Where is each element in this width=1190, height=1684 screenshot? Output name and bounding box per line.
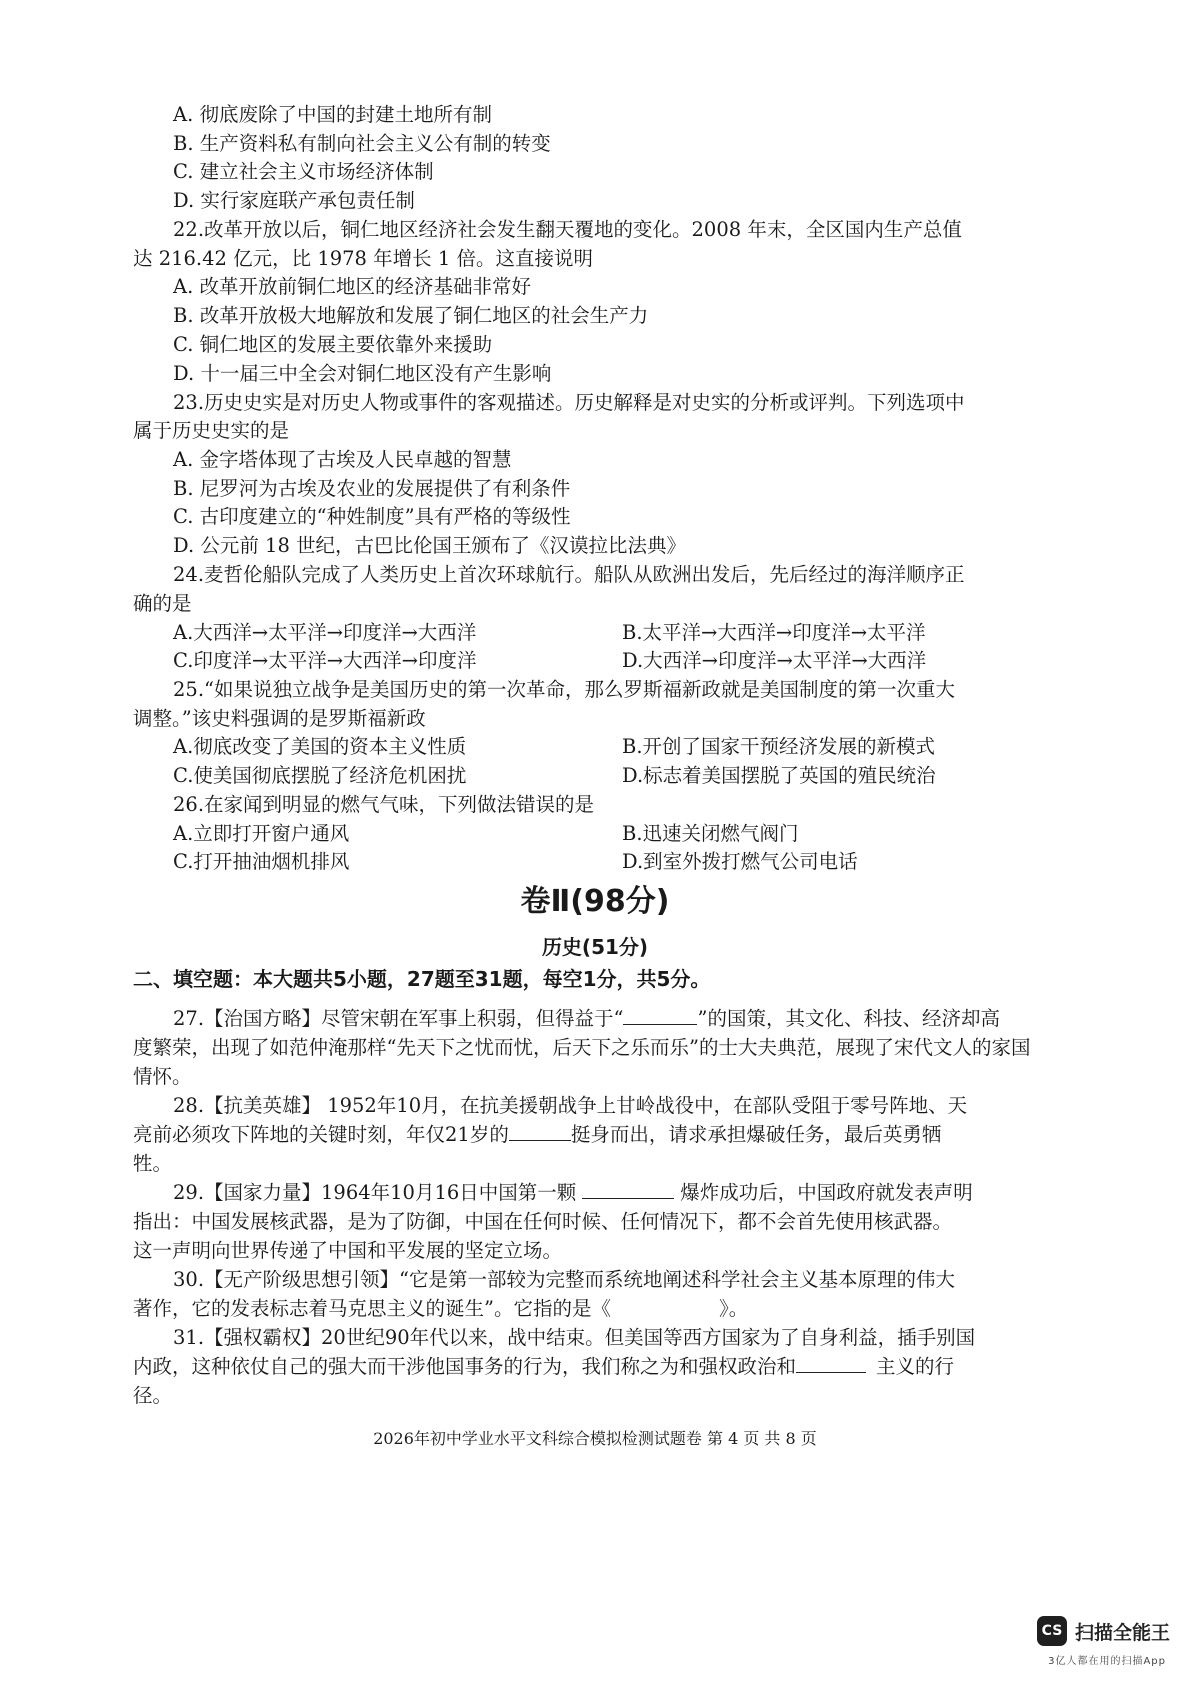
q30-text-a: 著作，它的发表标志着马克思主义的诞生”。它指的是《 [133, 1297, 611, 1320]
q26-option-c: C.打开抽油烟机排风 [173, 850, 350, 873]
q25-option-a: A.彻底改变了美国的资本主义性质 [173, 735, 467, 758]
q29-text-a: 29.【国家力量】1964年10月16日中国第一颗 [173, 1181, 577, 1204]
q28-text-b: 挺身而出，请求承担爆破任务，最后英勇牺 [570, 1123, 942, 1146]
q31-line3: 径。 [133, 1384, 173, 1407]
q27-text-a: 27.【治国方略】尽管宋朝在军事上积弱，但得益于“ [173, 1007, 624, 1030]
q25-stem: 25.“如果说独立战争是美国历史的第一次革命，那么罗斯福新政就是美国制度的第一次重大 [173, 678, 955, 701]
q22-option-c: C. 铜仁地区的发展主要依靠外来援助 [173, 333, 493, 356]
q31-line1: 31.【强权霸权】20世纪90年代以来，战中结束。但美国等西方国家为了自身利益，插手别国 [173, 1326, 976, 1349]
q22-option-a: A. 改革开放前铜仁地区的经济基础非常好 [173, 275, 531, 298]
q23-option-a: A. 金字塔体现了古埃及人民卓越的智慧 [173, 448, 512, 471]
q22-option-b: B. 改革开放极大地解放和发展了铜仁地区的社会生产力 [173, 304, 649, 327]
q28-text-a: 亮前必须攻下阵地的关键时刻，年仅21岁的 [133, 1123, 509, 1146]
section-title: 卷Ⅱ(98分) [520, 884, 670, 919]
q24-option-c: C.印度洋→太平洋→大西洋→印度洋 [173, 649, 477, 672]
q29-text-b: 爆炸成功后，中国政府就发表声明 [680, 1181, 973, 1204]
q22-option-d: D. 十一届三中全会对铜仁地区没有产生影响 [173, 362, 552, 385]
q31-answer-blank[interactable] [796, 1354, 866, 1373]
q30-line1: 30.【无产阶级思想引领】“它是第一部较为完整而系统地阐述科学社会主义基本原理的伟大 [173, 1268, 955, 1291]
q31-line2 [133, 1354, 954, 1380]
q25-option-d: D.标志着美国摆脱了英国的殖民统治 [622, 764, 936, 787]
q23-option-c: C. 古印度建立的“种姓制度”具有严格的等级性 [173, 505, 571, 528]
q25-option-c: C.使美国彻底摆脱了经济危机困扰 [173, 764, 467, 787]
q29-line1 [173, 1180, 973, 1206]
q28-answer-blank[interactable] [509, 1122, 571, 1141]
q24-option-d: D.大西洋→印度洋→太平洋→大西洋 [622, 649, 927, 672]
scanner-app-name: 扫描全能王 [1074, 1621, 1170, 1644]
scanner-watermark [1037, 1616, 1170, 1646]
q24-option-b: B.太平洋→大西洋→印度洋→太平洋 [622, 621, 926, 644]
q25-stem-cont: 调整。”该史料强调的是罗斯福新政 [133, 707, 426, 730]
q26-option-a: A.立即打开窗户通风 [173, 822, 350, 845]
q21-option-c: C. 建立社会主义市场经济体制 [173, 160, 434, 183]
q30-text-b: 》。 [718, 1297, 749, 1320]
q26-stem: 26.在家闻到明显的燃气气味，下列做法错误的是 [173, 793, 595, 816]
q24-stem-cont: 确的是 [133, 592, 192, 615]
q21-option-a: A. 彻底废除了中国的封建土地所有制 [173, 103, 492, 126]
q27-text-b: ”的国策，其文化、科技、经济却高 [697, 1007, 1000, 1030]
q23-stem: 23.历史史实是对历史人物或事件的客观描述。历史解释是对史实的分析或评判。下列选项中 [173, 391, 965, 414]
q25-option-b: B.开创了国家干预经济发展的新模式 [622, 735, 936, 758]
q24-option-a: A.大西洋→太平洋→印度洋→大西洋 [173, 621, 477, 644]
q27-line3: 情怀。 [133, 1065, 192, 1088]
q31-text-b: 主义的行 [876, 1355, 955, 1378]
q28-line3: 牲。 [133, 1152, 173, 1175]
q22-stem: 22.改革开放以后，铜仁地区经济社会发生翻天覆地的变化。2008 年末，全区国内生产总值 [173, 218, 962, 241]
q21-option-d: D. 实行家庭联产承包责任制 [173, 189, 415, 212]
q29-answer-blank[interactable] [582, 1180, 674, 1199]
q27-answer-blank[interactable] [623, 1006, 697, 1025]
q22-stem-cont: 达 216.42 亿元，比 1978 年增长 1 倍。这直接说明 [133, 247, 593, 270]
q27-line1 [173, 1006, 1000, 1032]
q29-line3: 这一声明向世界传递了中国和平发展的坚定立场。 [133, 1239, 563, 1262]
q28-line1: 28.【抗美英雄】 1952年10月，在抗美援朝战争上甘岭战役中，在部队受阻于零号阵地、天 [173, 1094, 968, 1117]
q31-text-a: 内政，这种依仗自己的强大而干涉他国事务的行为，我们称之为和强权政治和 [133, 1355, 797, 1378]
page-footer: 2026年初中学业水平文科综合模拟检测试题卷 第 4 页 共 8 页 [373, 1429, 817, 1448]
q23-option-b: B. 尼罗河为古埃及农业的发展提供了有利条件 [173, 477, 571, 500]
q26-option-b: B.迅速关闭燃气阀门 [622, 822, 799, 845]
scanner-tagline: 3亿人都在用的扫描App [1048, 1656, 1166, 1667]
part-heading: 二、填空题：本大题共5小题，27题至31题，每空1分，共5分。 [133, 967, 711, 991]
q29-line2: 指出：中国发展核武器，是为了防御，中国在任何时候、任何情况下，都不会首先使用核武器。 [133, 1210, 953, 1233]
q30-line2 [133, 1296, 748, 1322]
q23-stem-cont: 属于历史史实的是 [133, 419, 290, 442]
q23-option-d: D. 公元前 18 世纪，古巴比伦国王颁布了《汉谟拉比法典》 [173, 534, 687, 557]
camscanner-logo-icon: CS [1037, 1616, 1067, 1646]
q27-line2: 度繁荣，出现了如范仲淹那样“先天下之忧而忧，后天下之乐而乐”的士大夫典范，展现了宋代文人的家国 [133, 1036, 1031, 1059]
q21-option-b: B. 生产资料私有制向社会主义公有制的转变 [173, 132, 551, 155]
q26-option-d: D.到室外拨打燃气公司电话 [622, 850, 858, 873]
q28-line2 [133, 1122, 941, 1148]
q24-stem: 24.麦哲伦船队完成了人类历史上首次环球航行。船队从欧洲出发后，先后经过的海洋顺序正 [173, 563, 965, 586]
subject-title: 历史(51分) [541, 935, 649, 959]
